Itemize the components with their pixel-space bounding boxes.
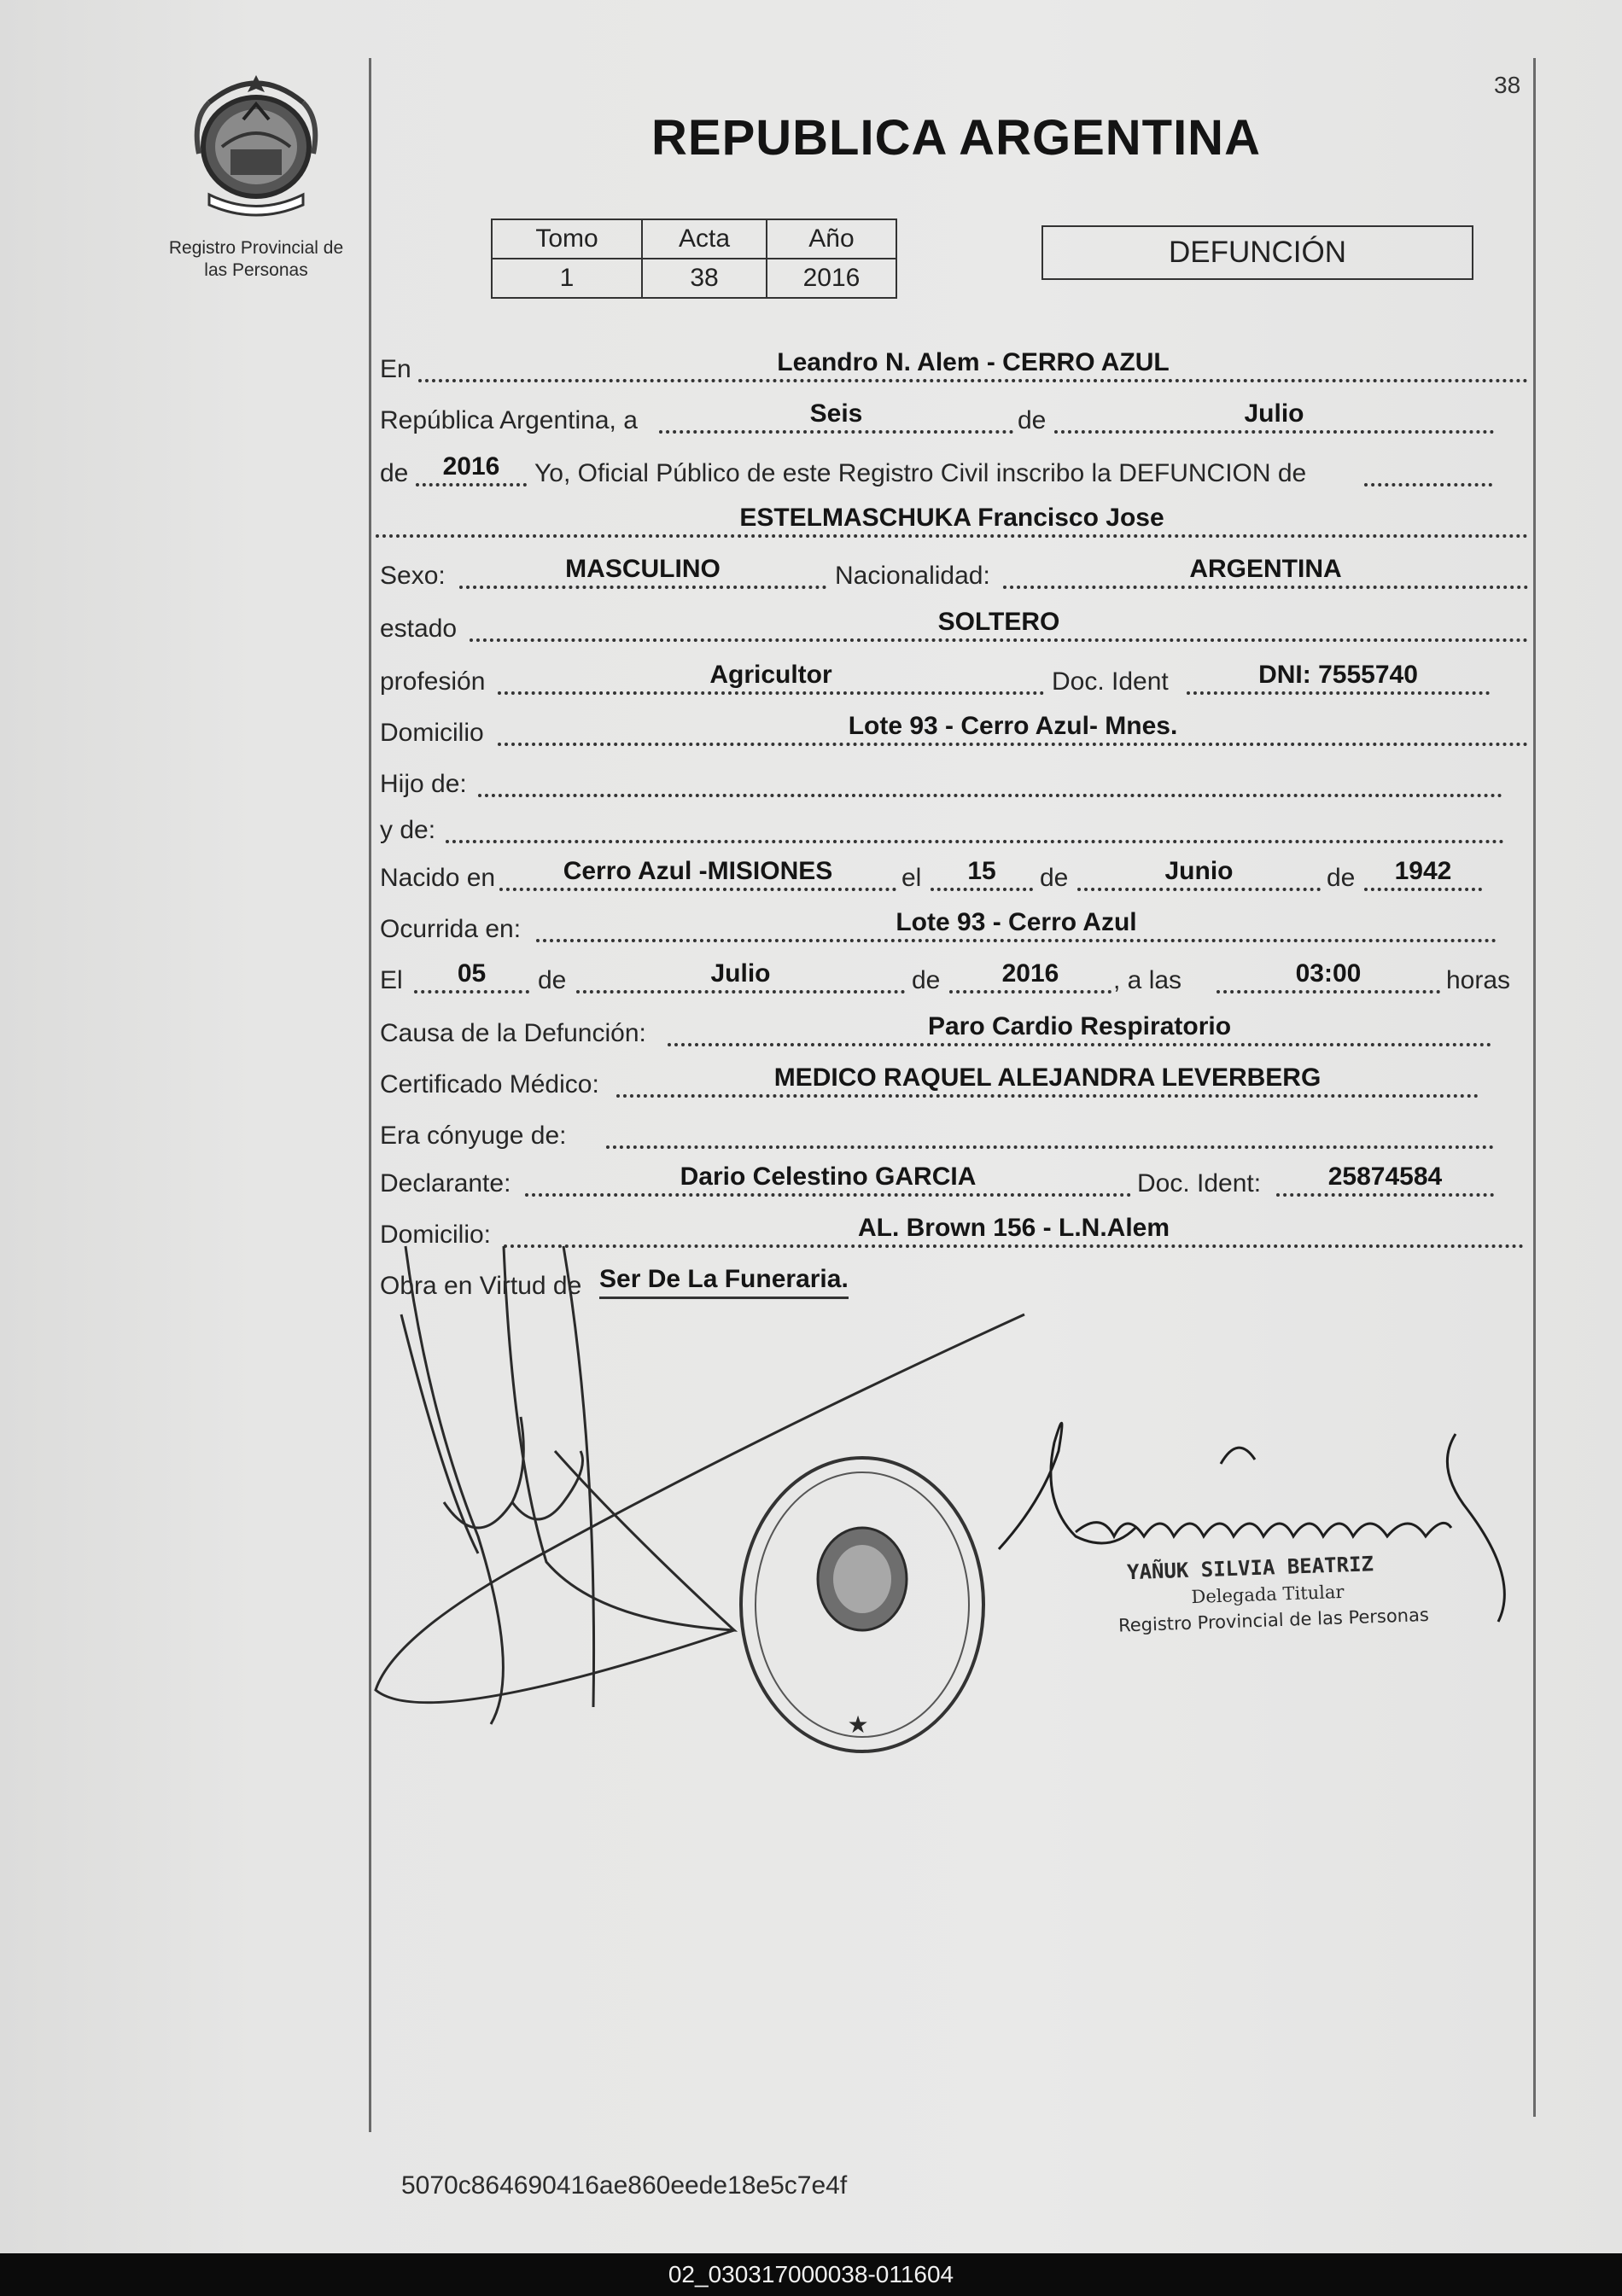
signatory-name: YAÑUK SILVIA BEATRIZ bbox=[1126, 1552, 1374, 1585]
right-margin-line bbox=[1533, 58, 1536, 2117]
conyuge-label: Era cónyuge de: bbox=[380, 1122, 567, 1150]
sexo-label: Sexo: bbox=[380, 562, 446, 590]
de-label-3: de bbox=[1040, 864, 1069, 892]
y-de-label: y de: bbox=[380, 816, 436, 844]
nacionalidad-value: ARGENTINA bbox=[1003, 555, 1528, 589]
registry-value-row bbox=[492, 259, 896, 298]
profesion-label: profesión bbox=[380, 667, 486, 696]
death-time: 03:00 bbox=[1216, 959, 1440, 994]
record-type-box: DEFUNCIÓN bbox=[1041, 225, 1473, 280]
document-hash: 5070c864690416ae860eede18e5c7e4f bbox=[401, 2171, 848, 2200]
certificado-value: MEDICO RAQUEL ALEJANDRA LEVERBERG bbox=[616, 1064, 1479, 1098]
tomo-value: 1 bbox=[492, 259, 642, 298]
nacido-label: Nacido en bbox=[380, 864, 496, 892]
estado-value: SOLTERO bbox=[470, 608, 1528, 642]
document-title: REPUBLICA ARGENTINA bbox=[651, 110, 1261, 166]
death-year: 2016 bbox=[949, 959, 1111, 994]
footer-code: 02_030317000038-011604 bbox=[668, 2261, 954, 2287]
en-value: Leandro N. Alem - CERRO AZUL bbox=[418, 348, 1528, 382]
y-de-value bbox=[446, 809, 1504, 843]
left-margin-line bbox=[369, 58, 371, 2132]
birth-day: 15 bbox=[931, 857, 1033, 891]
domicilio2-label: Domicilio: bbox=[380, 1221, 492, 1249]
inscribo-text: Yo, Oficial Público de este Registro Civil inscribo la DEFUNCION de bbox=[534, 459, 1307, 487]
a-las-label: , a las bbox=[1113, 966, 1182, 994]
provincial-crest-icon bbox=[184, 68, 329, 222]
doc-ident-value: DNI: 7555740 bbox=[1187, 661, 1490, 695]
acta-value: 38 bbox=[642, 259, 767, 298]
domicilio2-value: AL. Brown 156 - L.N.Alem bbox=[504, 1214, 1524, 1248]
anio-value: 2016 bbox=[767, 259, 896, 298]
ocurrida-value: Lote 93 - Cerro Azul bbox=[536, 908, 1497, 942]
horas-label: horas bbox=[1446, 966, 1511, 994]
doc-ident-label: Doc. Ident bbox=[1052, 667, 1169, 696]
tomo-header: Tomo bbox=[492, 219, 642, 259]
causa-value: Paro Cardio Respiratorio bbox=[668, 1012, 1491, 1046]
signatory-title: Delegada Titular bbox=[1191, 1581, 1345, 1608]
death-day: 05 bbox=[414, 959, 529, 994]
registry-caption bbox=[137, 237, 376, 282]
certificado-label: Certificado Médico: bbox=[380, 1070, 599, 1098]
profesion-value: Agricultor bbox=[498, 661, 1044, 695]
nacionalidad-label: Nacionalidad: bbox=[835, 562, 990, 590]
de-label-4: de bbox=[1327, 864, 1356, 892]
day-value: Seis bbox=[659, 399, 1013, 434]
de-label-2: de bbox=[380, 459, 409, 487]
svg-text:★: ★ bbox=[847, 1710, 869, 1739]
page-number: 38 bbox=[1494, 72, 1521, 98]
declarante-value: Dario Celestino GARCIA bbox=[525, 1163, 1131, 1197]
hijo-value bbox=[478, 763, 1502, 797]
birth-year: 1942 bbox=[1364, 857, 1482, 891]
sexo-value: MASCULINO bbox=[459, 555, 826, 589]
doc-ident2-label: Doc. Ident: bbox=[1137, 1169, 1262, 1198]
el-cap-label: El bbox=[380, 966, 403, 994]
de-label-1: de bbox=[1018, 406, 1047, 434]
birth-month: Junio bbox=[1077, 857, 1321, 891]
obra-label: Obra en Virtud de bbox=[380, 1272, 582, 1300]
domicilio-value: Lote 93 - Cerro Azul- Mnes. bbox=[498, 712, 1528, 746]
acta-header: Acta bbox=[642, 219, 767, 259]
death-month: Julio bbox=[576, 959, 905, 994]
month-value: Julio bbox=[1054, 399, 1494, 434]
el-label: el bbox=[901, 864, 922, 892]
deceased-name: ESTELMASCHUKA Francisco Jose bbox=[376, 504, 1528, 538]
domicilio-label: Domicilio bbox=[380, 719, 484, 747]
causa-label: Causa de la Defunción: bbox=[380, 1019, 646, 1047]
anio-header: Año bbox=[767, 219, 896, 259]
ocurrida-label: Ocurrida en: bbox=[380, 915, 522, 943]
year-value: 2016 bbox=[416, 452, 527, 487]
obra-value: Ser De La Funeraria. bbox=[599, 1265, 849, 1299]
conyuge-value bbox=[606, 1115, 1494, 1149]
hijo-label: Hijo de: bbox=[380, 770, 467, 798]
signatory-org: Registro Provincial de las Personas bbox=[1117, 1604, 1430, 1636]
registry-header-row bbox=[492, 219, 896, 259]
registry-caption-line1: Registro Provincial de bbox=[168, 238, 344, 258]
declarante-label: Declarante: bbox=[380, 1169, 511, 1198]
de-label-6: de bbox=[912, 966, 941, 994]
en-label: En bbox=[380, 355, 411, 383]
republica-label: República Argentina, a bbox=[380, 406, 638, 434]
registry-table bbox=[491, 219, 897, 299]
estado-label: estado bbox=[380, 615, 458, 643]
inscribo-blank bbox=[1364, 452, 1492, 487]
nacido-value: Cerro Azul -MISIONES bbox=[499, 857, 896, 891]
de-label-5: de bbox=[538, 966, 567, 994]
registry-caption-line2: las Personas bbox=[204, 260, 308, 280]
doc-ident2-value: 25874584 bbox=[1276, 1163, 1494, 1197]
